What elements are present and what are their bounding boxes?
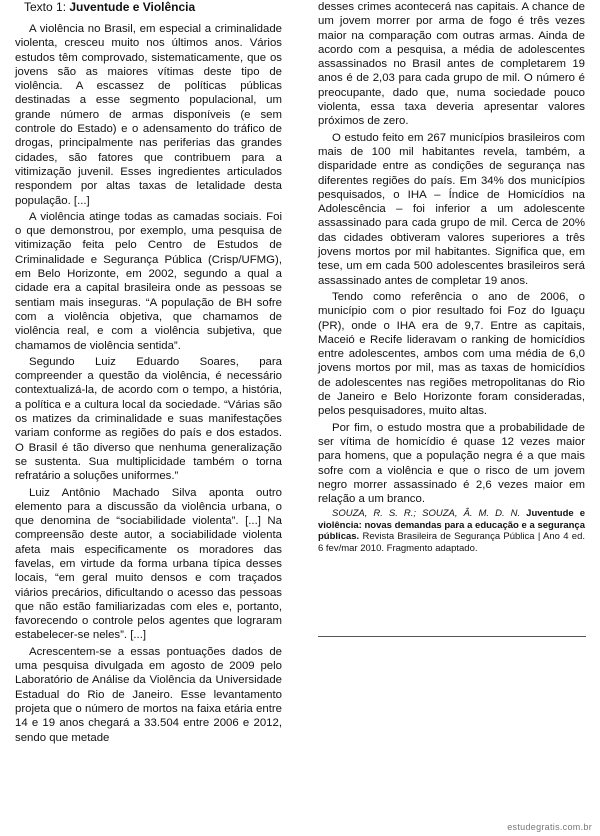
paragraph: Segundo Luiz Eduardo Soares, para compreender a questão da violência, é necessário contextualizá-la, de acordo com o tempo, a história, a política e a cultura local da sociedade. “Várias são os matizes da criminalidade e suas manifestações variam conforme as regiões do país e dos estados. O Brasil é tão diverso que nenhuma generalização se sustenta. Sua multiplicidade também o torna refratário a soluções uniformes.” xyxy=(15,355,282,483)
paragraph: desses crimes acontecerá nas capitais. A chance de um jovem morrer por arma de fogo é três vezes maior na comparação com outras armas. Ainda de acordo com a pesquisa, a média de adolescentes assassinados no Brasil antes de completarem 19 anos é de 2,03 para cada grupo de mil. O número é preocupante, dado que, numa sociedade pouco violenta, essa taxa deveria apresentar valores próximos de zero. xyxy=(318,1,585,128)
paragraph: Luiz Antônio Machado Silva aponta outro elemento para a discussão da violência urbana, o que denomina de “sociabilidade violenta”. [...] Na compreensão deste autor, a sociabilidade violenta afeta mais especificamente os moradores das favelas, em virtude da forma urbana típica desses locais, “em geral muito densos e com traçados viários precários, dificultando o acesso das pessoas que não estão familiarizadas com eles e, portanto, favorecendo o controle pelos agentes que lograram estabelecer-se neles”. [...] xyxy=(15,486,282,642)
reference-title: Juventude e violência: novas demandas para a educação e a segurança públicas. xyxy=(318,508,585,543)
answer-line xyxy=(318,636,586,637)
text-heading xyxy=(24,0,195,14)
right-column xyxy=(318,0,585,554)
paragraph: A violência atinge todas as camadas sociais. Foi o que demonstrou, por exemplo, uma pesquisa de vitimização feita pelo Centro de Estudos de Criminalidade e Segurança Pública (Crisp/UFMG), em Belo Horizonte, em 2002, segundo a qual a cidade era a capital brasileira onde as pessoas se sentiam mais inseguras. “A população de BH sofre com a violência objetiva, que chamamos de violência real, e com a violência subjetiva, que chamamos de violência sentida”. xyxy=(15,210,282,352)
watermark: estudegratis.com.br xyxy=(507,822,592,832)
paragraph: Por fim, o estudo mostra que a probabilidade de ser vítima de homicídio é quase 12 vezes maior para homens, que a população negra é a que mais sofre com a violência e que o risco de um jovem negro morrer assassinado é 2,6 vezes maior em relação a um branco. xyxy=(318,421,585,506)
left-column xyxy=(15,22,282,745)
bibliographic-reference xyxy=(318,508,585,554)
paragraph: Tendo como referência o ano de 2006, o município com o pior resultado foi Foz do Iguaçu (PR), onde o IHA era de 9,7. Entre as capitais, Maceió e Recife lideravam o ranking de homicídios entre adolescentes, ambos com uma média de 6,0 jovens mortos por mil, mas as taxas de homicídios de adolescentes nas regiões metropolitanas do Rio de Janeiro e Belo Horizonte foram consideradas, pelos pesquisadores, muito altas. xyxy=(318,290,585,418)
paragraph: O estudo feito em 267 municípios brasileiros com mais de 100 mil habitantes revela, também, a disparidade entre as condições de segurança nas diferentes regiões do país. Em 34% dos municípios pesquisados, o IHA – Índice de Homicídios na Adolescência – foi inferior a um adolescente assassinado para cada grupo de mil. Cerca de 20% das cidades obtiveram valores superiores a três jovens mortos por mil habitantes. Significa que, em tese, um em cada 500 adolescentes brasileiros será assassinado antes de completar 19 anos. xyxy=(318,131,585,287)
paragraph: A violência no Brasil, em especial a criminalidade violenta, cresceu muito nos últimos anos. Vários estudos têm comprovado, sistematicamente, que os jovens são as maiores vítimas deste tipo de violência. A escassez de políticas públicas destinadas a esse segmento populacional, um grande número de armas disponíveis (e sem controle do Estado) e o adensamento do tráfico de drogas, principalmente nas periferias das grandes cidades, são fatores que contribuem para a vitimização juvenil. Esses ingredientes articulados respondem por altas taxas de letalidade desta população. [...] xyxy=(15,23,282,207)
heading-prefix: Texto 1: xyxy=(24,0,70,14)
reference-authors: SOUZA, R. S. R.; SOUZA, Â. M. D. N. xyxy=(332,508,527,520)
reference-source: Revista Brasileira de Segurança Pública | Ano 4 ed. 6 fev/mar 2010. Fragmento adaptado. xyxy=(318,531,585,554)
heading-title: Juventude e Violência xyxy=(69,0,196,14)
paragraph: Acrescentem-se a essas pontuações dados de uma pesquisa divulgada em agosto de 2009 pelo Laboratório de Análise da Violência da Universidade Estadual do Rio de Janeiro. Esse levantamento projeta que o número de mortos na faixa etária entre 14 e 19 anos chegará a 33.504 entre 2006 e 2012, sendo que metade xyxy=(15,645,282,744)
